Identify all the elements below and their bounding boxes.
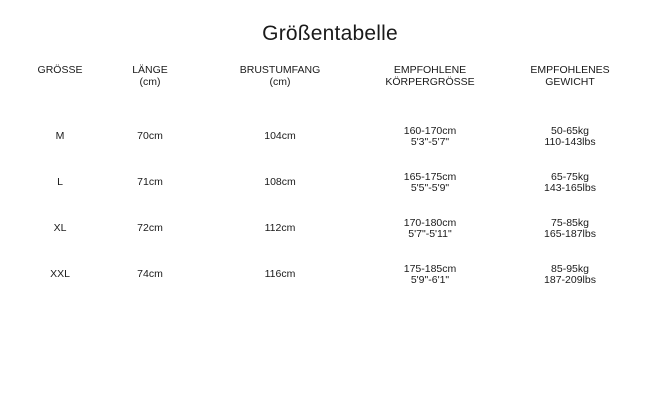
weight-lbs: 110-143lbs xyxy=(544,136,596,148)
cell-size: M xyxy=(55,130,65,143)
height-ft: 5'7"-5'11" xyxy=(408,228,452,240)
cell-weight xyxy=(490,206,650,252)
weight-kg: 75-85kg xyxy=(551,216,589,229)
column-header-line: EMPFOHLENES xyxy=(530,64,610,76)
weight-kg: 85-95kg xyxy=(551,262,589,275)
height-cm: 170-180cm xyxy=(403,216,457,229)
height-cm: 160-170cm xyxy=(403,124,457,137)
height-cm: 165-175cm xyxy=(403,170,457,183)
height-cm: 175-185cm xyxy=(403,262,457,275)
column-header-chest xyxy=(190,64,370,112)
column-header-unit: (cm) xyxy=(139,76,161,88)
weight-kg: 50-65kg xyxy=(551,124,589,137)
cell-height xyxy=(370,112,490,160)
cell-height xyxy=(370,160,490,206)
cell-height xyxy=(370,252,490,298)
table-row xyxy=(10,112,650,160)
table-header-row xyxy=(10,64,650,112)
cell-size: XXL xyxy=(50,268,70,281)
column-header-size xyxy=(10,64,110,112)
height-ft: 5'5"-5'9" xyxy=(410,182,450,194)
column-header-length xyxy=(110,64,190,112)
column-header-weight xyxy=(490,64,650,112)
cell-chest: 116cm xyxy=(264,268,296,281)
weight-lbs: 187-209lbs xyxy=(544,274,596,286)
cell-length: 74cm xyxy=(137,268,163,281)
column-header-unit: (cm) xyxy=(269,76,291,88)
cell-length: 72cm xyxy=(137,222,163,235)
page-title: Größentabelle xyxy=(262,22,398,45)
cell-weight xyxy=(490,252,650,298)
cell-chest: 108cm xyxy=(264,176,296,189)
weight-lbs: 165-187lbs xyxy=(544,228,596,240)
weight-kg: 65-75kg xyxy=(551,170,589,183)
height-ft: 5'3"-5'7" xyxy=(410,136,450,148)
cell-length: 71cm xyxy=(137,176,163,189)
cell-size: L xyxy=(57,176,63,189)
cell-length: 70cm xyxy=(137,130,163,143)
cell-height xyxy=(370,206,490,252)
cell-weight xyxy=(490,112,650,160)
column-header-line: BRUSTUMFANG xyxy=(239,64,321,76)
column-header-line: GEWICHT xyxy=(545,76,595,88)
cell-size: XL xyxy=(53,222,67,235)
cell-chest: 112cm xyxy=(264,222,296,235)
table-row xyxy=(10,160,650,206)
weight-lbs: 143-165lbs xyxy=(544,182,596,194)
height-ft: 5'9"-6'1" xyxy=(410,274,450,286)
column-header-line: GRÖSSE xyxy=(37,64,83,76)
table-row xyxy=(10,206,650,252)
table-row xyxy=(10,252,650,298)
size-table xyxy=(10,64,650,298)
cell-weight xyxy=(490,160,650,206)
column-header-line: EMPFOHLENE xyxy=(393,64,467,76)
column-header-height xyxy=(370,64,490,112)
cell-chest: 104cm xyxy=(264,130,296,143)
column-header-line: KÖRPERGRÖSSE xyxy=(385,76,475,88)
column-header-line: LÄNGE xyxy=(132,64,168,76)
